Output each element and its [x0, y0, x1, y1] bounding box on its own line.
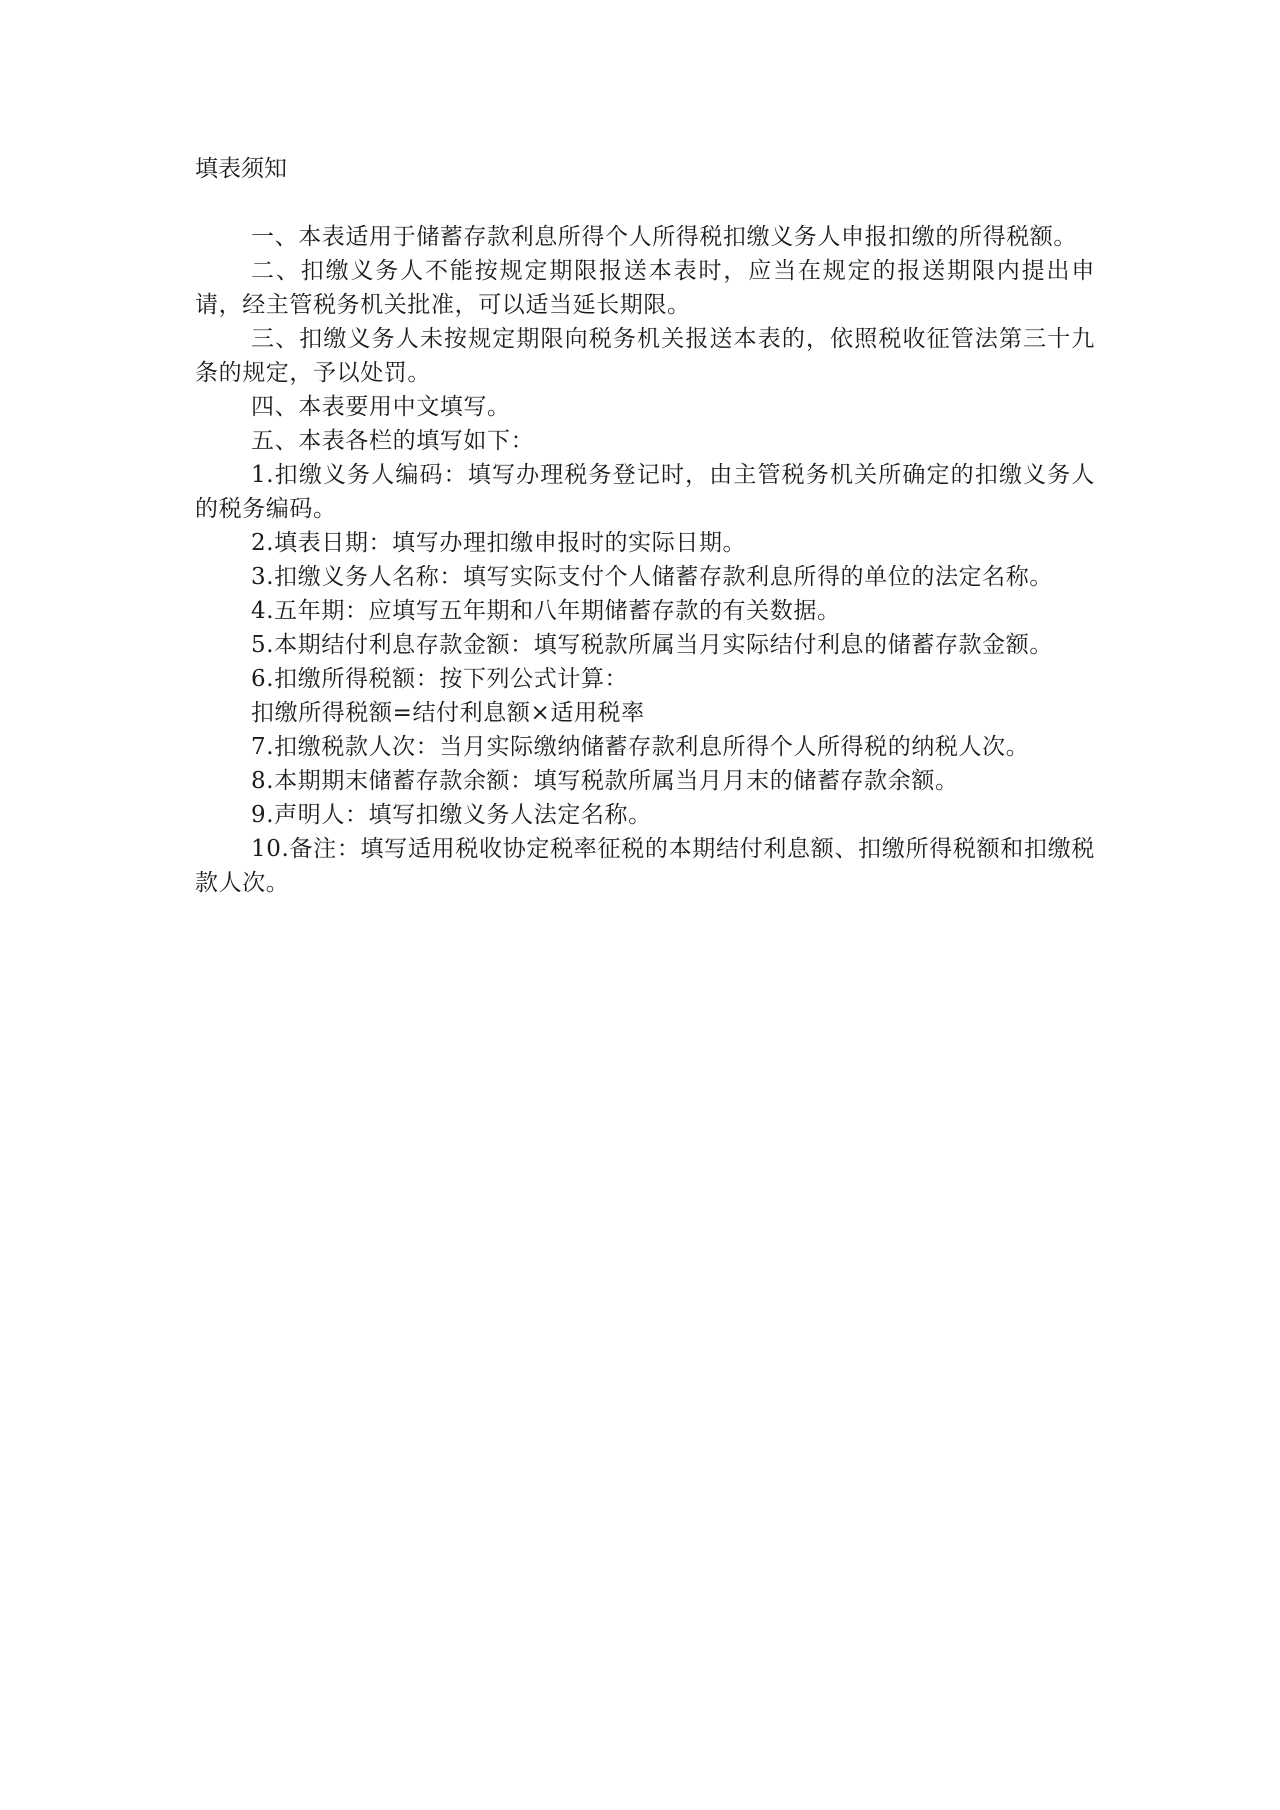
document-title: 填表须知: [195, 156, 287, 182]
formula-line: 扣缴所得税额=结付利息额×适用税率: [251, 700, 645, 726]
item-3: 3.扣缴义务人名称：填写实际支付个人储蓄存款利息所得的单位的法定名称。: [251, 564, 1053, 590]
item-6: 6.扣缴所得税额：按下列公式计算：: [251, 666, 629, 692]
document-page: [195, 152, 1095, 900]
item-7: 7.扣缴税款人次：当月实际缴纳储蓄存款利息所得个人所得税的纳税人次。: [251, 734, 1030, 760]
item-4: 4.五年期：应填写五年期和八年期储蓄存款的有关数据。: [251, 598, 841, 624]
paragraph-2: 二、扣缴义务人不能按规定期限报送本表时，应当在规定的报送期限内提出申请，经主管税务机关批准，可以适当延长期限。: [195, 258, 1095, 318]
item-9: 9.声明人：填写扣缴义务人法定名称。: [251, 802, 652, 828]
paragraph-4: 四、本表要用中文填写。: [251, 394, 511, 420]
paragraph-1: 一、本表适用于储蓄存款利息所得个人所得税扣缴义务人申报扣缴的所得税额。: [251, 224, 1077, 250]
item-1: 1.扣缴义务人编码：填写办理税务登记时，由主管税务机关所确定的扣缴义务人的税务编码。: [195, 462, 1095, 522]
item-8: 8.本期期末储蓄存款余额：填写税款所属当月月末的储蓄存款余额。: [251, 768, 959, 794]
item-2: 2.填表日期：填写办理扣缴申报时的实际日期。: [251, 530, 747, 556]
item-10: 10.备注：填写适用税收协定税率征税的本期结付利息额、扣缴所得税额和扣缴税款人次。: [195, 836, 1095, 896]
paragraph-5: 五、本表各栏的填写如下：: [251, 428, 535, 454]
item-5: 5.本期结付利息存款金额：填写税款所属当月实际结付利息的储蓄存款金额。: [251, 632, 1053, 658]
paragraph-3: 三、扣缴义务人未按规定期限向税务机关报送本表的，依照税收征管法第三十九条的规定，予以处罚。: [195, 326, 1095, 386]
